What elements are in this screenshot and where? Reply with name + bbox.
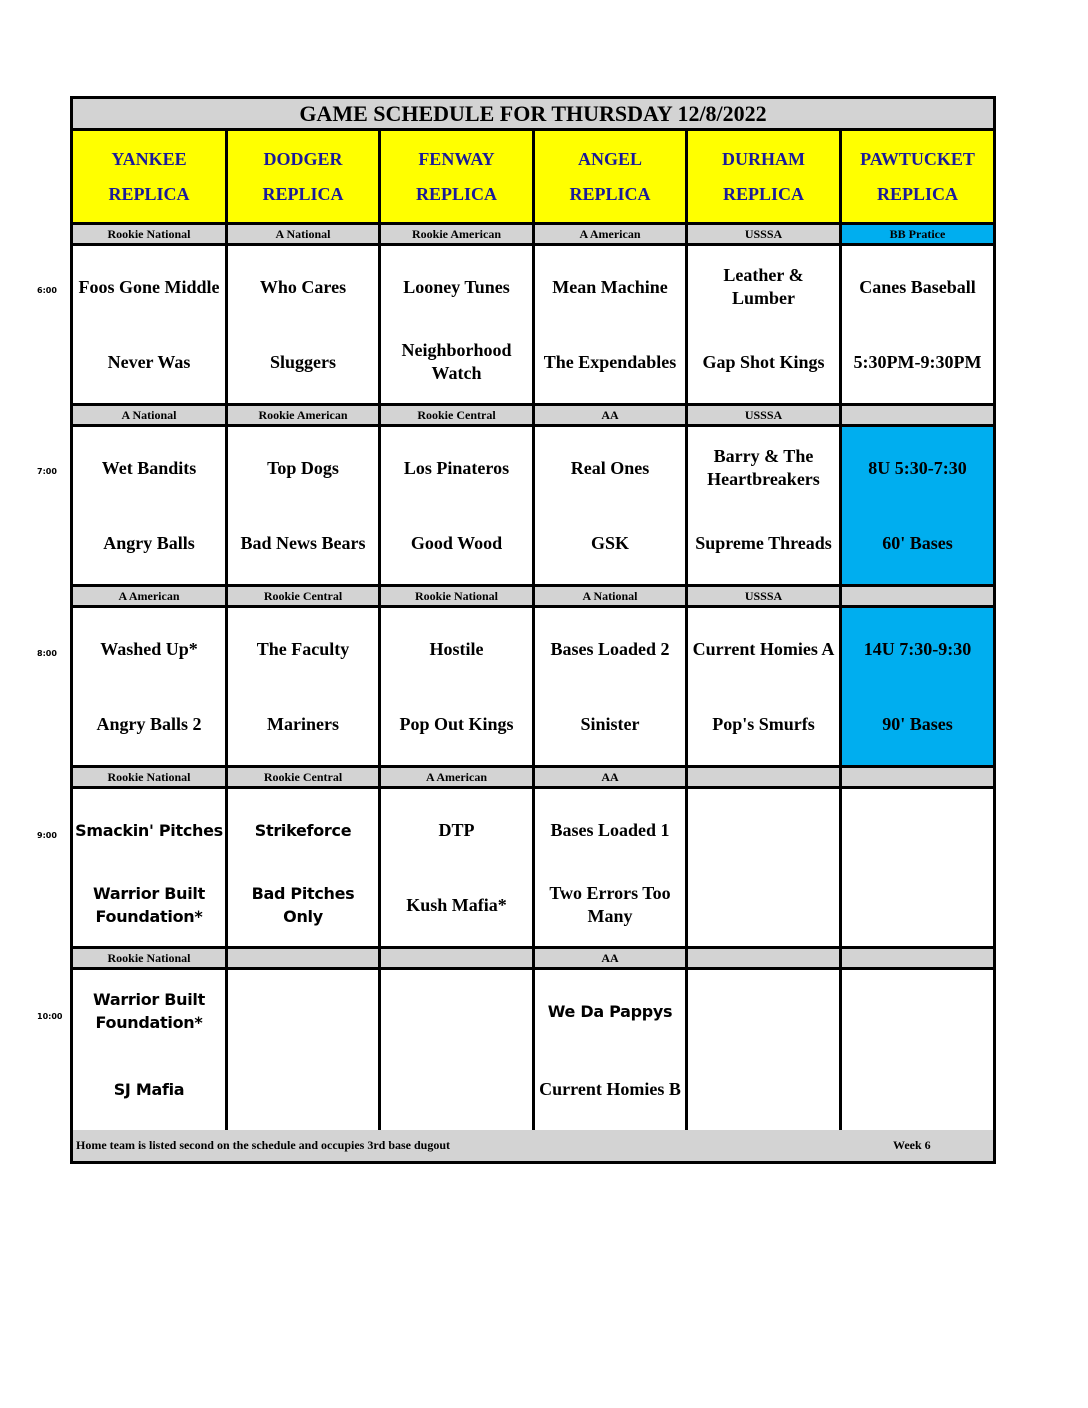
schedule-title: GAME SCHEDULE FOR THURSDAY 12/8/2022 (299, 100, 767, 126)
division-label: Rookie Central (381, 406, 535, 424)
game-cell (73, 608, 228, 765)
home-team: Mariners (267, 713, 339, 734)
away-team: Hostile (429, 638, 484, 659)
home-team: Gap Shot Kings (702, 351, 825, 372)
division-label (381, 949, 535, 967)
game-row (73, 970, 993, 1130)
week-label: Week 6 (893, 1138, 931, 1152)
game-row (73, 427, 993, 587)
away-team: Canes Baseball (859, 276, 976, 297)
field-sub: REPLICA (108, 183, 190, 204)
division-label: BB Pratice (842, 225, 993, 243)
game-cell (381, 246, 535, 403)
away-team: We Da Pappys (547, 1001, 673, 1021)
field-sub: REPLICA (722, 183, 804, 204)
field-name: DODGER (263, 148, 343, 169)
game-cell (688, 789, 842, 946)
home-team: Pop's Smurfs (712, 713, 815, 734)
game-cell (535, 789, 688, 946)
game-cell (842, 427, 993, 584)
division-label: Rookie American (228, 406, 381, 424)
division-label (842, 587, 993, 605)
division-label: AA (535, 406, 688, 424)
home-team: Supreme Threads (695, 532, 832, 553)
field-sub: REPLICA (415, 183, 497, 204)
schedule-table (70, 96, 996, 1164)
field-name: PAWTUCKET (860, 148, 975, 169)
home-team: Bad News Bears (240, 532, 366, 553)
away-team: Top Dogs (267, 457, 339, 478)
away-team: Mean Machine (552, 276, 668, 297)
away-team: Smackin' Pitches (75, 820, 223, 840)
game-row (73, 246, 993, 406)
division-label: A National (73, 406, 228, 424)
division-label (688, 949, 842, 967)
away-team: Strikeforce (254, 820, 352, 840)
away-team: Wet Bandits (101, 457, 197, 478)
game-cell (73, 246, 228, 403)
game-row (73, 608, 993, 768)
division-label: Rookie National (73, 949, 228, 967)
title-row (73, 99, 993, 131)
home-team: The Expendables (543, 351, 677, 372)
home-team: Bad Pitches Only (251, 884, 355, 926)
game-cell (535, 608, 688, 765)
game-cell (535, 246, 688, 403)
division-row (73, 768, 993, 789)
game-cell (228, 246, 381, 403)
home-team: Good Wood (410, 532, 503, 553)
away-team: Real Ones (570, 457, 650, 478)
away-team: Looney Tunes (403, 276, 510, 297)
away-team: Bases Loaded 2 (550, 638, 670, 659)
home-team: 60' Bases (882, 532, 953, 553)
away-team: 14U 7:30-9:30 (863, 638, 972, 659)
division-label: Rookie Central (228, 587, 381, 605)
division-row (73, 949, 993, 970)
field-name: YANKEE (111, 148, 187, 169)
time-label: 7:00 (37, 467, 57, 476)
game-cell (381, 608, 535, 765)
home-team: Angry Balls (103, 532, 195, 553)
game-cell (842, 970, 993, 1130)
field-name: FENWAY (418, 148, 495, 169)
home-team: Sinister (580, 713, 640, 734)
division-label (842, 949, 993, 967)
home-team: Current Homies B (539, 1078, 681, 1099)
division-label: A American (73, 587, 228, 605)
footer-row (73, 1130, 993, 1161)
field-header-pawtucket (842, 131, 993, 222)
away-team: Warrior Built Foundation* (93, 990, 205, 1032)
home-team: SJ Mafia (113, 1079, 185, 1099)
division-label: USSSA (688, 587, 842, 605)
home-team: 90' Bases (882, 713, 953, 734)
away-team: Foos Gone Middle (78, 276, 220, 297)
game-cell (688, 246, 842, 403)
away-team: Who Cares (259, 276, 347, 297)
division-label: USSSA (688, 225, 842, 243)
game-cell (228, 608, 381, 765)
away-team: DTP (438, 819, 475, 840)
field-name: ANGEL (577, 148, 642, 169)
time-label: 8:00 (37, 649, 57, 658)
game-cell (228, 789, 381, 946)
game-cell (73, 970, 228, 1130)
time-label: 6:00 (37, 286, 57, 295)
away-team: The Faculty (256, 638, 350, 659)
game-cell (688, 608, 842, 765)
division-label: A National (228, 225, 381, 243)
time-label: 9:00 (37, 831, 57, 840)
home-team: Two Errors Too Many (549, 883, 671, 926)
away-team: Current Homies A (692, 638, 835, 659)
field-name: DURHAM (722, 148, 805, 169)
home-team: Neighborhood Watch (401, 340, 512, 383)
game-cell (73, 789, 228, 946)
game-cell (842, 608, 993, 765)
game-cell (535, 427, 688, 584)
game-cell (228, 427, 381, 584)
home-team: Pop Out Kings (399, 713, 514, 734)
division-label (688, 768, 842, 786)
field-header-row (73, 131, 993, 225)
field-sub: REPLICA (262, 183, 344, 204)
home-team: Warrior Built Foundation* (93, 884, 205, 926)
away-team: Los Pinateros (403, 457, 510, 478)
away-team: Washed Up* (100, 638, 198, 659)
division-label: USSSA (688, 406, 842, 424)
division-label: A American (381, 768, 535, 786)
away-team: 8U 5:30-7:30 (868, 457, 967, 478)
division-row (73, 406, 993, 427)
home-team: Kush Mafia* (406, 894, 507, 915)
game-cell (381, 427, 535, 584)
division-label: AA (535, 768, 688, 786)
home-team: GSK (590, 532, 629, 553)
field-header-durham (688, 131, 842, 222)
division-label (228, 949, 381, 967)
field-sub: REPLICA (876, 183, 958, 204)
field-header-angel (535, 131, 688, 222)
division-label: Rookie Central (228, 768, 381, 786)
division-label (842, 406, 993, 424)
division-label: Rookie National (73, 768, 228, 786)
game-row (73, 789, 993, 949)
away-team: Barry & The Heartbreakers (707, 446, 820, 489)
game-cell (73, 427, 228, 584)
game-cell (381, 970, 535, 1130)
field-sub: REPLICA (569, 183, 651, 204)
footer-note: Home team is listed second on the schedule and occupies 3rd base dugout (76, 1138, 451, 1152)
time-label: 10:00 (37, 1012, 63, 1021)
game-cell (228, 970, 381, 1130)
field-header-yankee (73, 131, 228, 222)
division-label (842, 768, 993, 786)
game-cell (688, 427, 842, 584)
division-label: Rookie American (381, 225, 535, 243)
away-team: Leather & Lumber (723, 265, 804, 308)
field-header-dodger (228, 131, 381, 222)
division-label: Rookie National (73, 225, 228, 243)
division-row (73, 587, 993, 608)
game-cell (842, 789, 993, 946)
game-cell (688, 970, 842, 1130)
division-label: A American (535, 225, 688, 243)
away-team: Bases Loaded 1 (550, 819, 670, 840)
home-team: 5:30PM-9:30PM (853, 351, 982, 372)
field-header-fenway (381, 131, 535, 222)
home-team: Angry Balls 2 (96, 713, 202, 734)
home-team: Sluggers (269, 351, 336, 372)
game-cell (535, 970, 688, 1130)
division-label: Rookie National (381, 587, 535, 605)
home-team: Never Was (107, 351, 191, 372)
game-cell (842, 246, 993, 403)
division-row (73, 225, 993, 246)
game-cell (381, 789, 535, 946)
division-label: AA (535, 949, 688, 967)
division-label: A National (535, 587, 688, 605)
